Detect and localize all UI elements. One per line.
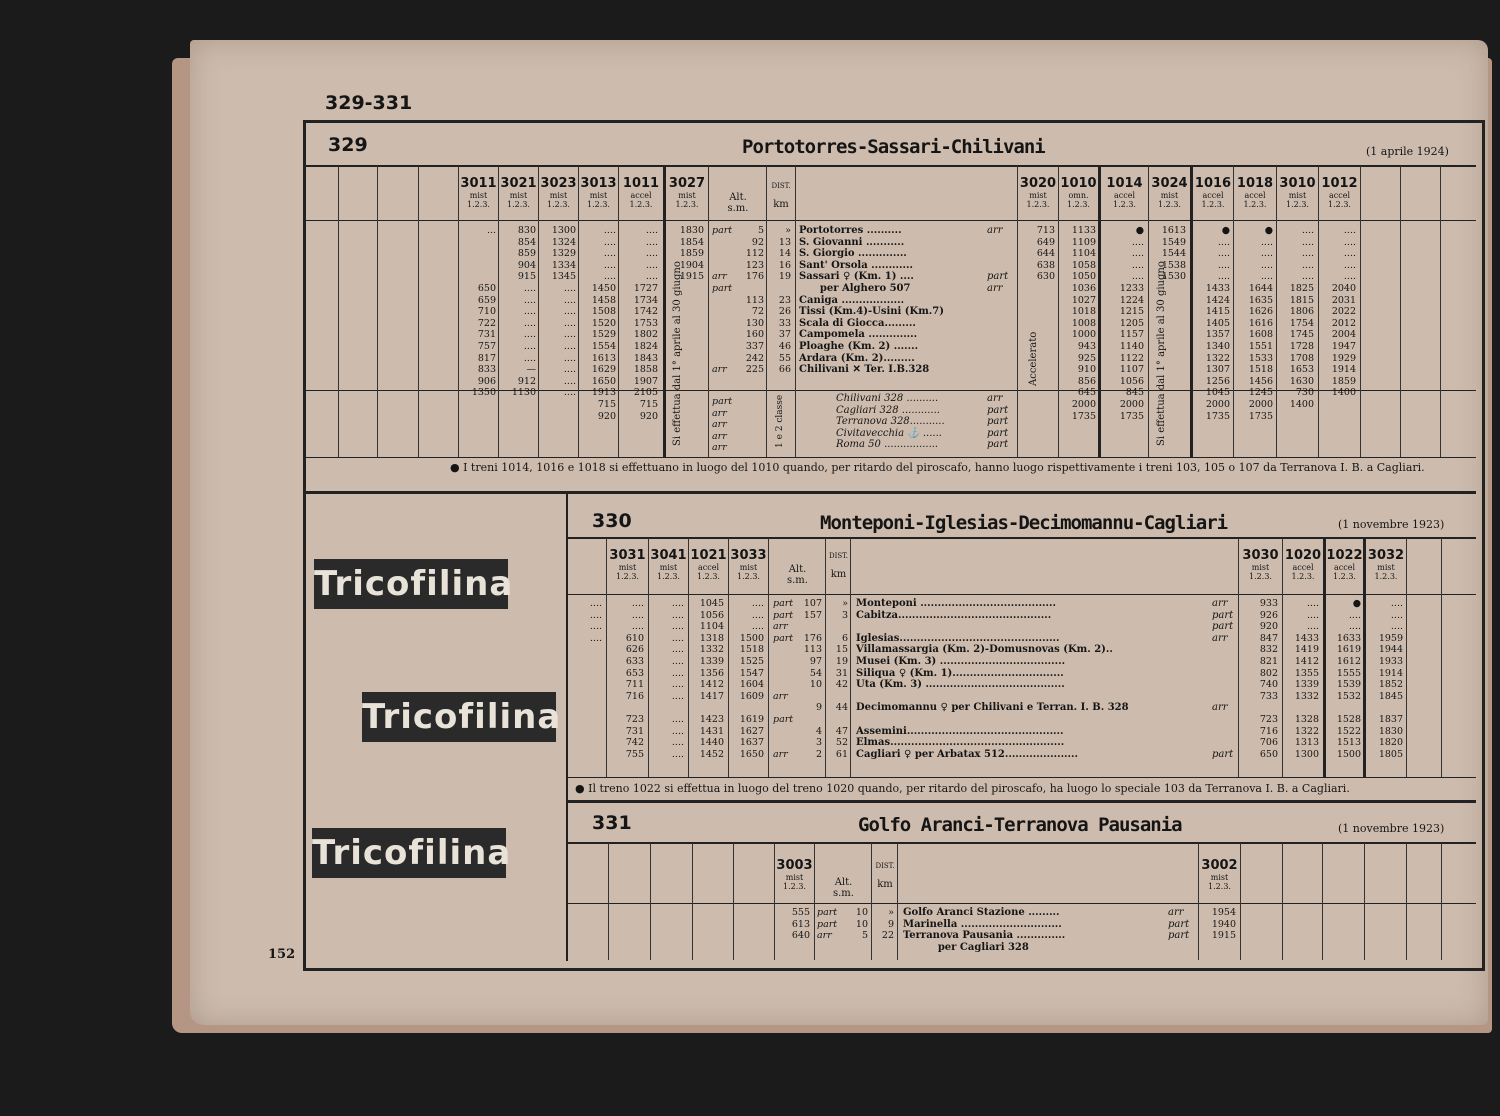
dir-col: part part arr	[817, 907, 838, 942]
times-3010: .... .... .... .... .... 1825 1815 1806 1754 1745 1728 1708 1653 1630 730 1400	[1289, 225, 1314, 410]
train-header: 1010 omn. 1.2.3.	[1060, 176, 1097, 209]
rule	[578, 166, 579, 457]
rule	[1276, 166, 1277, 457]
train-header: 3021 mist 1.2.3.	[500, 176, 537, 209]
divider	[306, 457, 1476, 458]
rule	[1441, 843, 1442, 960]
times-3033: .... .... .... 1500 1518 1525 1547 1604 1609 1619 1627 1637 1650	[739, 598, 764, 760]
divider	[568, 777, 1476, 778]
train-header: 1016 accel 1.2.3.	[1194, 176, 1232, 209]
table-number-330: 330	[592, 510, 632, 532]
train-header: 3023 mist 1.2.3.	[540, 176, 577, 209]
rule	[1364, 843, 1365, 960]
altitude-col: 107 157 176 113 97 54 10 9 4 3 2	[803, 598, 822, 760]
times-1012: .... .... .... .... .... 2040 2031 2022 2012 2004 1947 1929 1914 1859 1400	[1331, 225, 1356, 399]
alt-header: Alt. s.m.	[833, 877, 854, 899]
rule	[618, 166, 619, 457]
times-1011: .... .... .... .... .... 1727 1734 1742 1753 1802 1824 1843 1858 1907 2105 715 920	[633, 225, 658, 422]
rule	[733, 843, 734, 960]
times-3002: 1954 1940 1915	[1211, 907, 1236, 942]
rule	[1282, 843, 1283, 960]
times-3021: 830 854 859 904 915 .... .... .... .... .... .... .... — 912 1130	[511, 225, 536, 399]
times-3030: 933 926 920 847 832 821 802 740 733 723 716 706 650	[1259, 598, 1278, 760]
divider	[306, 491, 1476, 494]
rule	[538, 166, 539, 457]
train-header: 3013 mist 1.2.3.	[580, 176, 617, 209]
train-header: 3002 mist 1.2.3.	[1201, 858, 1238, 891]
table-title-329: Portotorres-Sassari-Chilivani	[742, 136, 1045, 158]
times-3031: .... .... .... 610 626 633 653 711 716 723 731 742 755	[625, 598, 644, 760]
train-header: 1014 accel 1.2.3.	[1106, 176, 1143, 209]
km-col: » 9 22	[881, 907, 894, 942]
times-3023: 1300 1324 1329 1334 1345 .... .... .... .... .... .... .... .... .... ....	[551, 225, 576, 399]
times-1022: ● .... .... 1633 1619 1612 1555 1539 1532 1528 1522 1513 1500	[1336, 598, 1361, 760]
footnote-329: ● I treni 1014, 1016 e 1018 si effettuano in luogo del 1010 quando, per ritardo del piroscafo, hanno luogo rispettivamente i treni 103, 105 o 107 da Terranova I. B. a Cagliari.	[450, 461, 1425, 474]
divider	[306, 165, 1476, 167]
stations-329: Portotorres .......... S. Giovanni ........... S. Giorgio .............. Sant' Orsola ............ Sassari ♀ (Km. 1) .... per Alghero 507 Caniga .................. Tissi (Km.4)-Usini (Km.7) Scala di Giocca......... Campomela .............. Ploaghe (Km. 2) ....... Ardara (Km. 2)......... Chilivani ✕ Ter. I.B.328	[799, 225, 944, 376]
rule	[871, 843, 872, 960]
rule	[458, 166, 459, 457]
divider	[568, 800, 1476, 803]
times-3032: .... .... .... 1959 1944 1933 1914 1852 1845 1837 1830 1820 1805	[1378, 598, 1403, 760]
rule	[814, 843, 815, 960]
altitude-col: 5 92 112 123 176 113 72 130 160 337 242 225	[745, 225, 764, 376]
train-header: 1011 accel 1.2.3.	[622, 176, 660, 209]
divider	[568, 903, 1476, 904]
km-col: » 13 14 16 19 23 26 33 37 46 55 66	[778, 225, 791, 376]
dir-col: part arr part arr	[712, 225, 733, 376]
arr-part-col-2: arr part part part part	[987, 393, 1009, 451]
rule	[1406, 538, 1407, 777]
dir-col-2: part arr arr arr arr	[712, 396, 733, 454]
rule	[1322, 843, 1323, 960]
train-header: 3024 mist 1.2.3.	[1151, 176, 1188, 209]
train-header: 3011 mist 1.2.3.	[460, 176, 497, 209]
rule	[1360, 166, 1361, 457]
times-3011: ... 650 659 710 722 731 757 817 833 906 1350	[471, 225, 496, 399]
times-1018: ● .... .... .... .... 1644 1635 1626 1616 1608 1551 1533 1518 1456 1245 2000 1735	[1248, 225, 1273, 422]
arr-part-col: arr part part arr arr part	[1212, 598, 1234, 760]
rule	[768, 538, 769, 777]
times-3003: 555 613 640	[791, 907, 810, 942]
train-header: 3027 mist 1.2.3.	[668, 176, 706, 209]
km-col: » 3 6 15 19 31 42 44 47 52 61	[835, 598, 848, 760]
dist-header: DIST. km	[828, 552, 849, 580]
dist-header: DIST. km	[875, 862, 895, 890]
rule	[1017, 166, 1018, 457]
train-header: 3020 mist 1.2.3.	[1019, 176, 1057, 209]
train-header: 3003 mist 1.2.3.	[776, 858, 813, 891]
times-1021: 1045 1056 1104 1318 1332 1339 1356 1412 1417 1423 1431 1440 1452	[699, 598, 724, 760]
rule	[1406, 843, 1407, 960]
accelerato-note: Accelerato	[1028, 331, 1039, 386]
rule	[377, 166, 378, 457]
rule	[1190, 166, 1193, 457]
alt-header: Alt. s.m.	[727, 192, 749, 214]
seasonal-note-3024: Si effettua dal 1° aprile al 30 giugno	[1156, 261, 1167, 446]
times-1014: ● .... .... .... .... 1233 1224 1215 1205 1157 1140 1122 1107 1056 845 2000 1735	[1119, 225, 1144, 422]
rule	[338, 166, 339, 457]
times-1016: ● .... .... .... .... 1433 1424 1415 1405 1357 1340 1322 1307 1256 1045 2000 1735	[1205, 225, 1230, 422]
rule	[897, 843, 898, 960]
train-header: 1022 accel 1.2.3.	[1326, 548, 1363, 581]
train-header: 1012 accel 1.2.3.	[1321, 176, 1358, 209]
table-number-331: 331	[592, 812, 632, 834]
table-title-330: Monteponi-Iglesias-Decimomannu-Cagliari	[820, 512, 1228, 534]
times-3013: .... .... .... .... .... 1450 1458 1508 1520 1529 1554 1613 1629 1650 1913 715 920	[591, 225, 616, 422]
rule	[608, 843, 609, 960]
rule	[1240, 843, 1241, 960]
train-header: 1021 accel 1.2.3.	[690, 548, 727, 581]
dist-header: DIST. km	[771, 182, 791, 210]
rule	[498, 166, 499, 457]
rule	[650, 843, 651, 960]
rule	[1400, 166, 1401, 457]
rule	[708, 166, 709, 457]
times-1020: .... .... .... 1433 1419 1412 1355 1339 1332 1328 1322 1313 1300	[1294, 598, 1319, 760]
times-1010: 1133 1109 1104 1058 1050 1036 1027 1018 1008 1000 943 925 910 856 645 2000 1735	[1071, 225, 1096, 422]
train-header: 3041 mist 1.2.3.	[650, 548, 687, 581]
rule	[795, 166, 796, 457]
rule	[1233, 166, 1234, 457]
train-header: 3033 mist 1.2.3.	[730, 548, 767, 581]
alt-header: Alt. s.m.	[787, 564, 808, 586]
divider	[306, 220, 1476, 221]
footnote-330: ● Il treno 1022 si effettua in luogo del treno 1020 quando, per ritardo del piroscafo, ha luogo lo speciale 103 da Terranova I. B. a Cagliari.	[575, 782, 1350, 795]
filler-col: .... .... .... ....	[589, 598, 602, 644]
times-3027: 1830 1854 1859 1904 1915	[679, 225, 704, 283]
times-3020: 713 649 644 638 630	[1036, 225, 1055, 283]
rule	[1318, 166, 1319, 457]
stations-330: Monteponi ....................................... Cabitza............................................ Iglesias.............................................. Villamassargia (Km. 2)-Domusnovas (Km. 2).. Musei (Km. 3) .................................... Siliqua ♀ (Km. 1)................................ Uta (Km. 3) ........................................ Decimomannu ♀ per Chilivani e Terran. I. B. 328 Assemini............................................. Elmas.................................................. Cagliari ♀ per Arbatax 512.....................	[856, 598, 1129, 760]
rule	[1098, 166, 1101, 457]
class-note: 1 e 2 classe	[775, 394, 785, 448]
connections-329: Chilivani 328 .......... Cagliari 328 ............ Terranova 328........... Civitavecchia ⚓ ...... Roma 50 .................	[836, 393, 945, 451]
rule	[1058, 166, 1059, 457]
divider	[568, 842, 1476, 844]
divider	[568, 594, 1476, 595]
ad-tricofilina-1: Tricofilina	[314, 559, 508, 609]
page-header-range: 329-331	[325, 92, 413, 114]
ad-column-rule	[566, 494, 568, 961]
altitude-col: 10 10 5	[855, 907, 868, 942]
rule	[663, 166, 666, 457]
times-3041: .... .... .... .... .... .... .... .... .... .... .... .... ....	[671, 598, 684, 760]
rule	[692, 843, 693, 960]
train-header: 3031 mist 1.2.3.	[609, 548, 646, 581]
rule	[418, 166, 419, 457]
seasonal-note-3027: Si effettua dal 1° aprile al 30 giugno	[672, 261, 683, 446]
dir-col: part part arr part arr part arr	[773, 598, 794, 760]
train-header: 1018 accel 1.2.3.	[1236, 176, 1274, 209]
stations-331: Golfo Aranci Stazione ......... Marinella ............................. Terranova Pausania .............. per Cagliari 328	[903, 907, 1066, 953]
table-date-329: (1 aprile 1924)	[1366, 145, 1449, 158]
table-title-331: Golfo Aranci-Terranova Pausania	[858, 814, 1182, 836]
train-header: 3032 mist 1.2.3.	[1367, 548, 1405, 581]
times-3024: 1613 1549 1544 1538 1530	[1161, 225, 1186, 283]
page-number: 152	[268, 947, 296, 962]
ad-tricofilina-2: Tricofilina	[362, 692, 556, 742]
arr-part-col: arr part arr	[987, 225, 1009, 294]
ad-tricofilina-3: Tricofilina	[312, 828, 506, 878]
divider	[568, 537, 1476, 539]
rule	[850, 538, 851, 777]
rule	[1441, 538, 1442, 777]
rule	[1440, 166, 1441, 457]
train-header: 1020 accel 1.2.3.	[1284, 548, 1322, 581]
table-date-331: (1 novembre 1923)	[1338, 822, 1445, 835]
train-header: 3010 mist 1.2.3.	[1279, 176, 1316, 209]
table-number-329: 329	[328, 134, 368, 156]
table-date-330: (1 novembre 1923)	[1338, 518, 1445, 531]
arr-part-col: arr part part	[1168, 907, 1190, 942]
rule	[1148, 166, 1149, 457]
train-header: 3030 mist 1.2.3.	[1242, 548, 1279, 581]
